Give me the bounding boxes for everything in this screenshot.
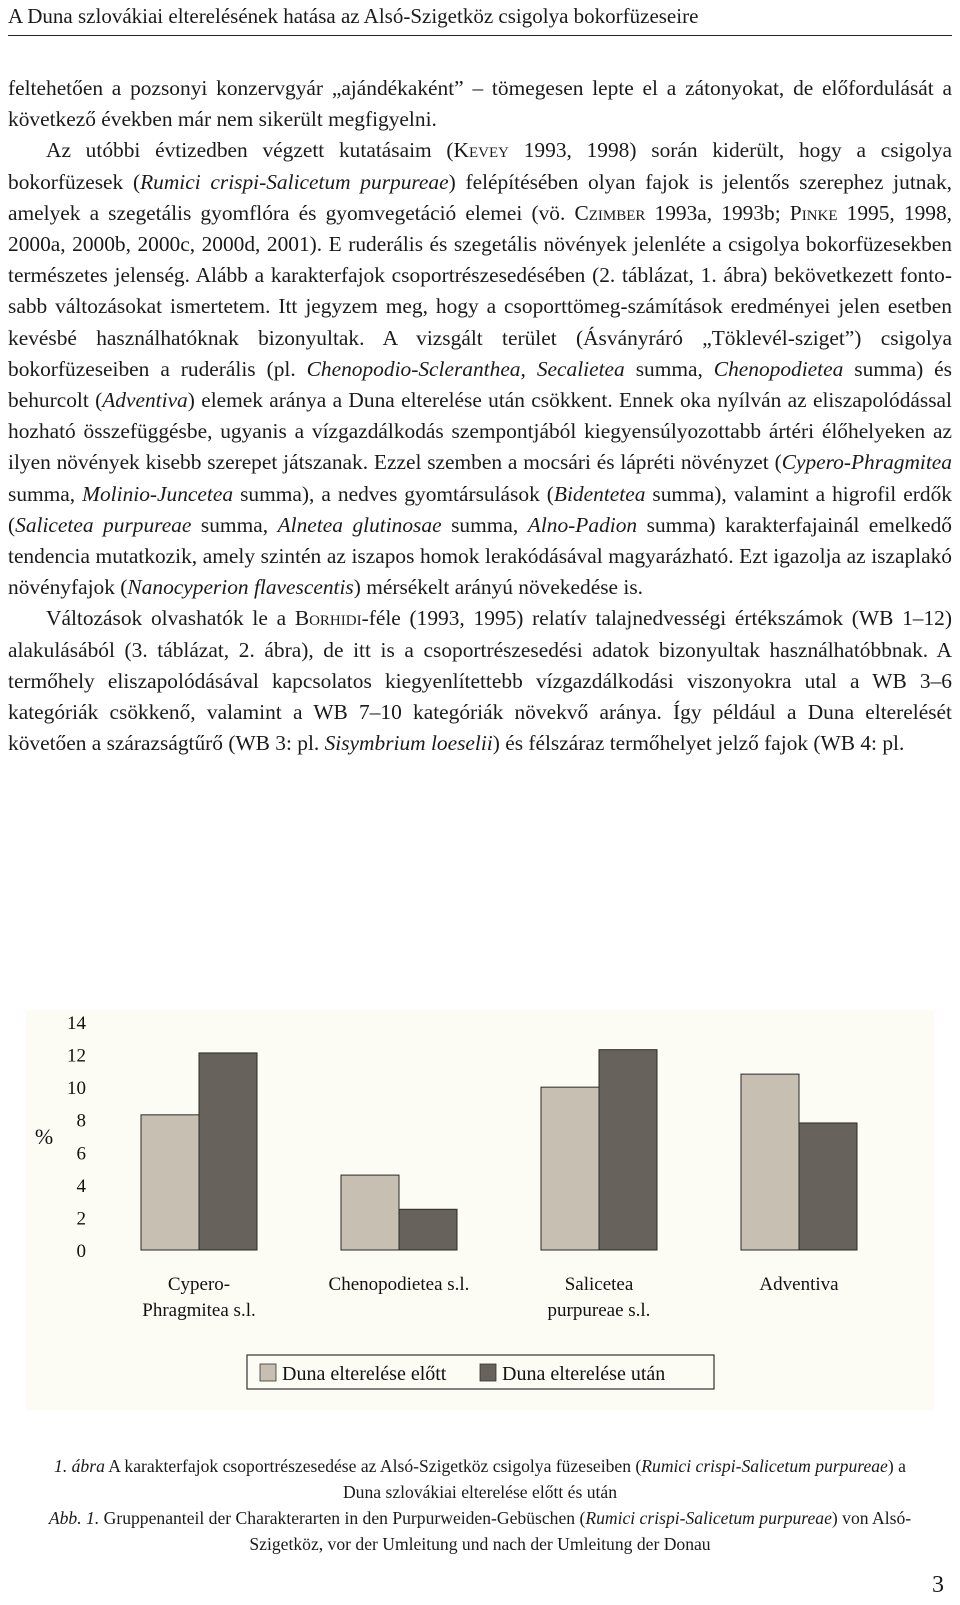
text-segment: Kevey bbox=[453, 138, 509, 163]
caption-segment: ) von Alsó-Szigetköz, vor der Umleitung und nach der Umleitung der Donau bbox=[249, 1508, 912, 1554]
y-tick-label: 8 bbox=[76, 1110, 86, 1132]
caption-segment: Gruppenanteil der Charakterarten in den Purpurweiden-Gebüschen ( bbox=[99, 1508, 586, 1528]
text-segment: summa), a nedves gyomtársulások ( bbox=[233, 481, 554, 506]
text-segment: Adventiva bbox=[102, 388, 188, 413]
bar-chart bbox=[26, 1010, 934, 1410]
text-segment: Cypero-Phragmitea bbox=[781, 450, 952, 475]
text-segment: summa), valamint a higrofil erdők ( bbox=[8, 481, 952, 537]
text-segment: ) elemek aránya a Duna elterelése után csökkent. Ennek oka nyílván az eliszapolódással hozható összefüggésbe, ugyanis a vízgazdálkodás szempontjából kiegyensúlyozottabb ártéri élőhelyeken az ilyen növények kisebb szerepet játszanak. Ezzel szemben a mocsári és lápréti növényzet ( bbox=[8, 388, 952, 475]
text-segment: ) mérsékelt arányú növekedése is. bbox=[353, 575, 643, 600]
legend-swatch bbox=[480, 1364, 496, 1381]
paragraph-3 bbox=[8, 603, 952, 759]
text-segment: Molinio-Juncetea bbox=[82, 481, 234, 506]
text-segment: , bbox=[520, 356, 537, 381]
caption-hu-text bbox=[105, 1456, 906, 1502]
caption-hu-label: 1. ábra bbox=[54, 1456, 105, 1476]
bar-before bbox=[341, 1175, 399, 1250]
text-segment: Secalietea bbox=[536, 356, 625, 381]
text-segment: Sisymbrium loeselii bbox=[324, 731, 493, 756]
legend-swatch bbox=[260, 1364, 276, 1381]
caption-segment: ) a Duna szlovákiai elterelése előtt és után bbox=[342, 1456, 906, 1502]
x-category-label: Phragmitea s.l. bbox=[142, 1300, 256, 1321]
x-category-label: Cypero- bbox=[167, 1274, 231, 1295]
caption-de-label: Abb. 1. bbox=[48, 1508, 100, 1528]
caption-segment: A karakterfajok csoportrészesedése az Alsó-Szigetköz csigolya füzeseiben ( bbox=[104, 1456, 642, 1476]
text-segment: summa, bbox=[8, 481, 83, 506]
y-axis-label: % bbox=[34, 1124, 54, 1149]
bar-after bbox=[799, 1123, 857, 1250]
caption-german bbox=[40, 1505, 920, 1557]
text-segment: Salicetea purpureae bbox=[15, 512, 192, 537]
running-header bbox=[8, 2, 952, 36]
y-tick-label: 2 bbox=[76, 1208, 86, 1230]
body-text bbox=[8, 73, 952, 759]
text-segment: Borhidi bbox=[294, 606, 362, 631]
text-segment: Chenopodio-Scleranthea bbox=[306, 356, 521, 381]
y-tick-label: 12 bbox=[67, 1045, 86, 1067]
caption-segment: Rumici crispi-Salicetum purpureae bbox=[585, 1508, 832, 1528]
text-segment: Rumici crispi-Salicetum purpureae bbox=[140, 169, 449, 194]
text-segment: summa, bbox=[441, 512, 528, 537]
caption-de-text bbox=[99, 1508, 911, 1554]
y-tick-label: 14 bbox=[67, 1013, 86, 1034]
running-header-title: A Duna szlovákiai elterelésének hatása az Alsó-Szigetköz csigolya bokorfüzeseire bbox=[8, 4, 699, 28]
bar-before bbox=[741, 1074, 799, 1250]
text-segment: Chenopodietea bbox=[713, 356, 844, 381]
y-tick-label: 10 bbox=[67, 1078, 86, 1100]
bar-after bbox=[199, 1053, 257, 1250]
y-tick-label: 6 bbox=[76, 1143, 86, 1165]
text-segment: -féle (1993, 1995) relatív talajnedvességi értékszámok (WB 1–12) alakulásából (3. táblázat, 2. ábra), de itt is a csoportrészesedési adatok bizonyultak használhatóbbnak. A termőhely eliszapolódásával kapcsolatos kiegyenlítettebb vízgazdálkodási viszonyokra utal a WB 3–6 kategóriák csökkenő, valamint a WB 7–10 kategóriák növekvő aránya. Így például a Duna elterelését követően a szárazságtűrő (WB 3: pl. bbox=[8, 606, 952, 756]
text-segment: Bidentetea bbox=[553, 481, 646, 506]
caption-segment: Rumici crispi-Salicetum purpureae bbox=[641, 1456, 888, 1476]
legend-label: Duna elterelése előtt bbox=[282, 1363, 447, 1385]
bar-before bbox=[541, 1087, 599, 1250]
text-segment: ) felépítésében olyan fajok is jelentős szerephez jutnak, amelyek a szegetális gyomflóra és gyomvegetáció elemei (vö. bbox=[8, 169, 952, 225]
page-number: 3 bbox=[932, 1572, 944, 1598]
bar-after bbox=[399, 1209, 457, 1250]
text-segment: ) és félszáraz termőhelyet jelző fajok (WB 4: pl. bbox=[492, 731, 905, 756]
x-category-label: purpureae s.l. bbox=[547, 1300, 651, 1321]
text-segment: feltehetően a pozsonyi konzervgyár „ajándékaként” – tömegesen lepte el a zátonyokat, de előfordulását a következő években már nem sikerült megfigyelni. bbox=[8, 76, 952, 132]
text-segment: Alno-Padion bbox=[527, 512, 638, 537]
bar-after bbox=[599, 1050, 657, 1250]
x-category-label: Adventiva bbox=[759, 1274, 839, 1295]
text-segment: Czimber bbox=[574, 200, 646, 225]
text-segment: summa) karakterfajainál emelkedő tendencia mutatkozik, amely szintén az iszapos homok lerakódásával magyarázható. Ezt igazolja az iszaplakó növényfajok ( bbox=[8, 512, 952, 600]
legend-label: Duna elterelése után bbox=[502, 1363, 666, 1385]
text-segment: Nanocyperion flavescentis bbox=[127, 575, 354, 600]
y-tick-label: 0 bbox=[76, 1241, 86, 1262]
text-segment: Változások olvashatók le a bbox=[46, 606, 295, 631]
paragraph-2 bbox=[8, 135, 952, 603]
chart-axes bbox=[35, 1124, 53, 1149]
text-segment: Alnetea glutinosae bbox=[277, 512, 442, 537]
paragraph-1 bbox=[8, 73, 952, 135]
text-segment: summa, bbox=[191, 512, 278, 537]
text-segment: 1993a, 1993b; bbox=[645, 200, 790, 225]
text-segment: summa, bbox=[624, 356, 714, 381]
text-segment: 1995, 1998, 2000a, 2000b, 2000c, 2000d, 2001). E ruderális és szegetális növények jelenléte a csigolya bokorfüzesekben természetes jelenség. Alább a karakterfajok csoportrészesedésében (2. táblázat, 1. ábra) bekövetkezett fontosabb változásokat ismertetem. Itt jegyzem meg, hogy a csoporttömeg-számítások eredményei jelen esetben kevésbé használhatóknak bizonyultak. A vizsgált terület (Ásványráró „Töklevél-sziget”) csigolya bokorfüzeseiben a ruderális (pl. bbox=[8, 200, 953, 381]
text-segment: Az utóbbi évtizedben végzett kutatásaim ( bbox=[46, 138, 454, 163]
text-segment: summa) és behurcolt ( bbox=[8, 356, 952, 413]
caption-hungarian bbox=[40, 1453, 920, 1505]
x-category-label: Salicetea bbox=[564, 1274, 634, 1295]
text-segment: Pinke bbox=[789, 200, 838, 225]
figure-caption bbox=[40, 1453, 920, 1557]
text-segment: 1993, 1998) során kiderült, hogy a csigolya bokorfüzesek ( bbox=[8, 138, 952, 194]
bar-before bbox=[141, 1115, 199, 1250]
x-category-label: Chenopodietea s.l. bbox=[328, 1274, 470, 1295]
y-tick-label: 4 bbox=[76, 1175, 86, 1197]
